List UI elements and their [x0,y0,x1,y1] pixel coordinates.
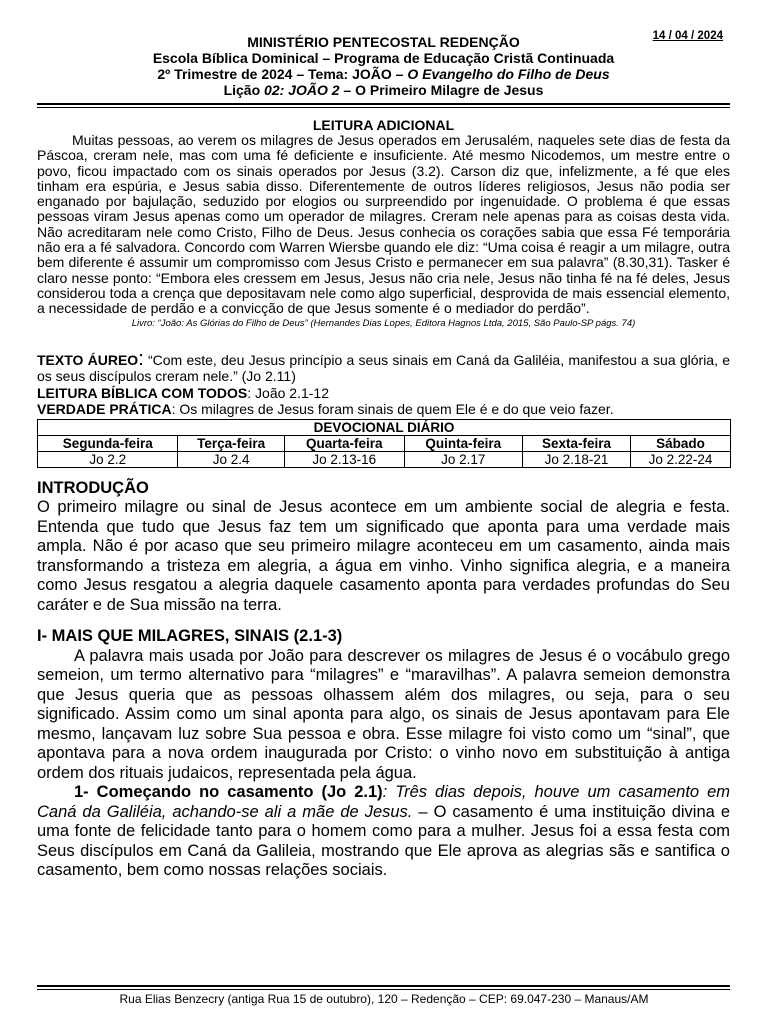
day-header: Terça-feira [178,435,285,451]
lesson-page [37,0,730,881]
devocional-table [37,419,731,468]
devocional-refs-row [38,451,731,467]
devocional-title: DEVOCIONAL DIÁRIO [38,419,731,435]
day-reading: Jo 2.22-24 [631,451,731,467]
verdade-pratica-label: VERDADE PRÁTICA [37,401,172,418]
texto-aureo-colon: : [138,347,144,370]
day-header: Sexta-feira [522,435,630,451]
texto-aureo-text: “Com este, deu Jesus princípio a seus sinais em Caná da Galiléia, manifestou a sua glória, e os seus discípulos creram nele.” (Jo 2.11) [37,351,730,385]
leitura-adicional-title: LEITURA ADICIONAL [312,117,455,133]
section-one [37,627,730,881]
quarter-theme-prefix: 2º Trimestre de 2024 – Tema: JOÃO – [157,66,408,82]
verdade-pratica [37,401,730,418]
section-one-title: I- MAIS QUE MILAGRES, SINAIS (2.1-3) [37,627,343,646]
day-header: Quinta-feira [404,435,522,451]
document-header [37,0,730,98]
subsection-one-quote: : Três dias depois, houve um casamento em Caná da Galiléia, achando-se ali a mãe de Jesus. [37,783,730,821]
introducao-title: INTRODUÇÃO [37,478,149,497]
devocional-days-row [38,435,731,451]
day-reading: Jo 2.17 [404,451,522,467]
ministry-name: MINISTÉRIO PENTECOSTAL REDENÇÃO [247,34,520,50]
theme-subtitle: O Evangelho do Filho de Deus [407,66,610,82]
school-name: Escola Bíblica Dominical – Programa de Educação Cristã Continuada [152,50,615,66]
lesson-name: – O Primeiro Milagre de Jesus [339,82,544,98]
day-header: Segunda-feira [38,435,178,451]
day-reading: Jo 2.13-16 [284,451,404,467]
day-reading: Jo 2.2 [38,451,178,467]
leitura-biblica-label: LEITURA BÍBLICA COM TODOS [37,384,248,401]
subsection-one [37,783,730,881]
day-reading: Jo 2.18-21 [522,451,630,467]
lesson-prefix: Lição [223,82,265,98]
footer-address: Rua Elias Benzecry (antiga Rua 15 de outubro), 120 – Redenção – CEP: 69.047-230 – Manaus/AM [119,992,649,1006]
subsection-one-body: – O casamento é uma instituição divina e uma fonte de felicidade tanto para o homem como para a mulher. Jesus foi a essa festa com Seus discípulos em Caná da Galileia, mostrando que Ele aprova as alegrias sãs e santifica o casamento, bem como nossas relações sociais. [37,802,730,880]
leitura-source: Livro: “João: As Glórias do Filho de Deus” (Hernandes Dias Lopes, Editora Hagnos Ltda, 2015, São Paulo-SP págs. 74) [131,317,636,329]
leitura-biblica-text: : João 2.1-12 [247,384,329,401]
texto-aureo [37,347,730,385]
day-header: Quarta-feira [284,435,404,451]
reference-block [37,347,730,418]
introducao-body: O primeiro milagre ou sinal de Jesus acontece em um ambiente social de alegria e festa. Entenda que tudo que Jesus faz tem um significado que aponta para uma verdade mais ampla. Não é por acaso que seu primeiro milagre aconteceu em um casamento, ainda mais transformando a tristeza em alegria, a água em vinho. Vinho significa alegria, e a maneira como Jesus resgatou a alegria daquele casamento aponta para verdades profundas do Seu caráter e de Sua missão na terra. [37,498,730,614]
footer-divider [37,985,730,990]
lesson-number: 02: JOÃO 2 [264,82,340,98]
section-one-body: A palavra mais usada por João para descrever os milagres de Jesus é o vocábulo grego semeion, um termo alternativo para “milagres” e “maravilhas”. A palavra semeion demonstra que Jesus queria que as pessoas olhassem além dos milagres, ou seja, para o seu significado. Assim como um sinal aponta para algo, os sinais de Jesus apontavam para Ele mesmo, lançavam luz sobre Sua pessoa e obra. Esse milagre foi visto como um “sinal”, que apontava para a nova ordem inaugurada por Cristo: o vinho novo em substituição à antiga ordem dos rituais judaicos, representada pela água. [37,646,730,782]
day-reading: Jo 2.4 [178,451,285,467]
texto-aureo-label: TEXTO ÁUREO [37,351,139,368]
subsection-one-title: 1- Começando no casamento (Jo 2.1) [74,783,383,802]
header-divider [37,103,730,108]
day-header: Sábado [631,435,731,451]
leitura-adicional-body: Muitas pessoas, ao verem os milagres de Jesus operados em Jerusalém, naqueles sete dias de festa da Páscoa, creram nele, mas com uma fé deficiente e insuficiente. Até mesmo Nicodemos, um mestre entre o povo, ficou impactado com os sinais operados por Jesus (3.2). Carson diz que, infelizmente, a fé que eles tinham era espúria, e Jesus sabia disso. Diferentemente de outros líderes religiosos, Jesus não podia ser enganado por bajulação, seduzido por elogios ou surpreendido por ingenuidade. O problema é que essas pessoas viram Jesus apenas como um operador de milagres. Creram nele apenas para as coisas desta vida. Não acreditaram nele como Cristo, Filho de Deus. Jesus conhecia os corações sabia que essa Fé temporária não era a fé salvadora. Concordo com Warren Wiersbe quando ele diz: “Uma coisa é reagir a um milagre, outra bem diferente é assumir um compromisso com Jesus Cristo e permanecer em sua palavra” (8.30,31). Tasker é claro nesse ponto: “Embora eles cressem em Jesus, Jesus não cria nele, Jesus não tinha fé na fé deles, Jesus considerou toda a crença que depositavam nele como algo superficial, desprovida de mais essencial elemento, a necessidade de perdão e a convicção de que Jesus somente é o mediador do perdão”. [37,132,730,317]
introducao-section [37,479,730,616]
lesson-date: 14 / 04 / 2024 [652,30,723,42]
leitura-biblica [37,385,730,402]
quarter-theme [37,66,730,82]
verdade-pratica-text: : Os milagres de Jesus foram sinais de quem Ele é e do que veio fazer. [171,401,614,418]
lesson-title [37,82,730,98]
